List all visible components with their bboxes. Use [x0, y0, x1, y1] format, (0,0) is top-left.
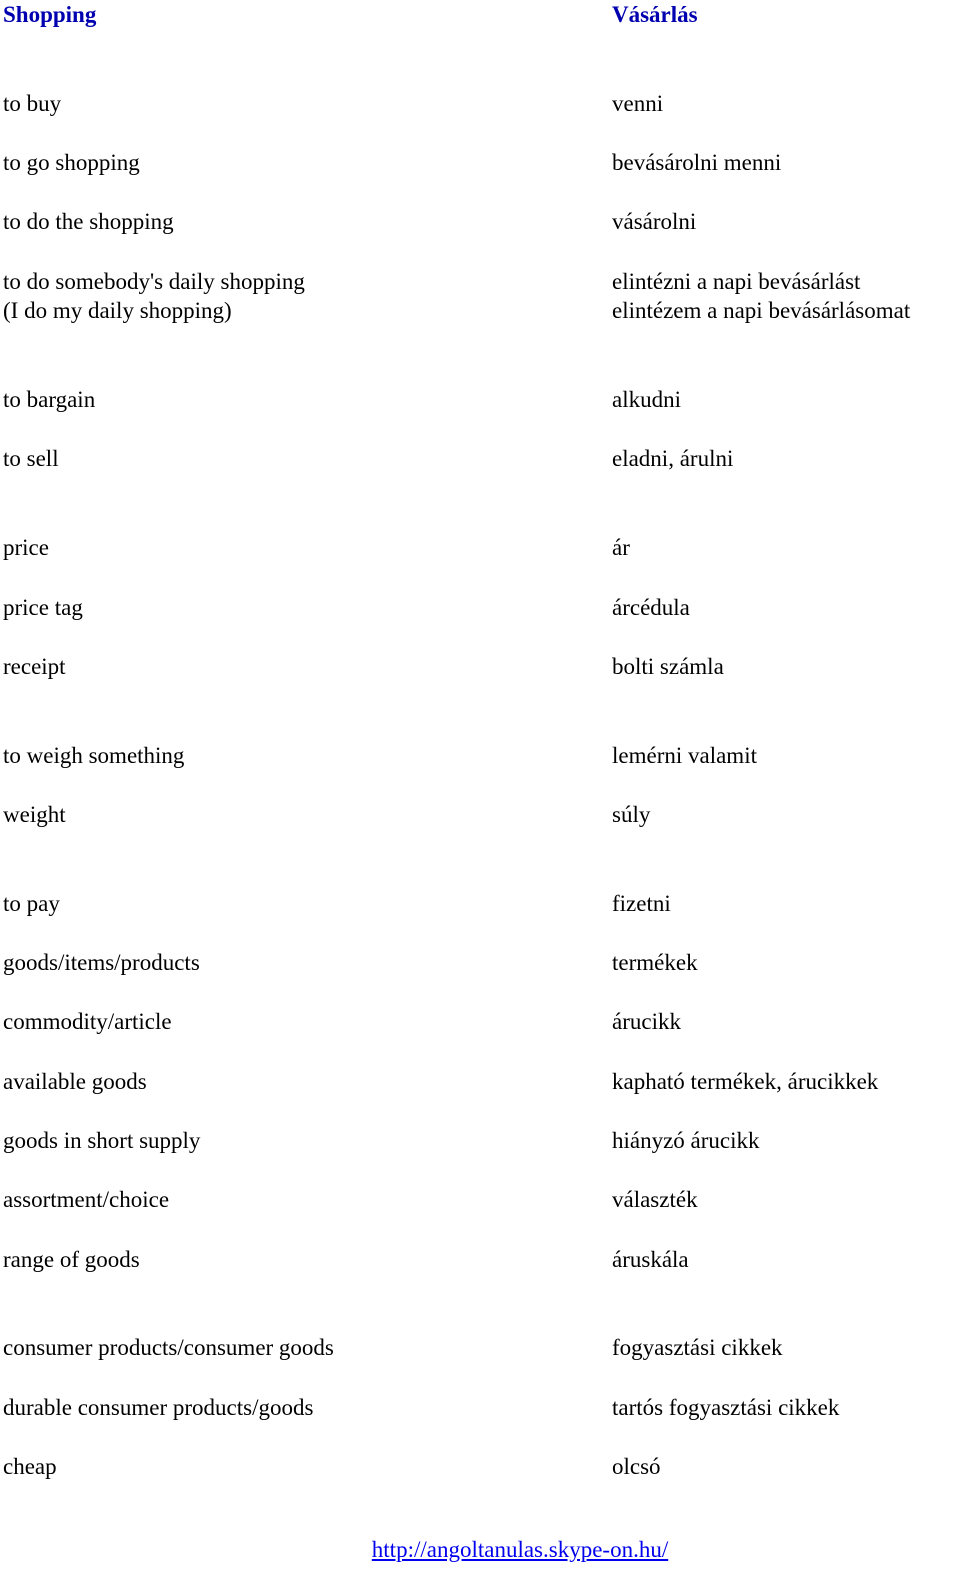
english-term: price [3, 535, 49, 560]
hungarian-term: súly [612, 802, 651, 827]
vocab-row [0, 385, 960, 415]
english-term: to go shopping [3, 150, 140, 175]
vocab-row [0, 1007, 960, 1037]
hungarian-term: árucikk [612, 1009, 681, 1034]
english-term: goods in short supply [3, 1128, 201, 1153]
hungarian-term: elintézem a napi bevásárlásomat [612, 298, 911, 323]
english-term: available goods [3, 1069, 147, 1094]
english-term: receipt [3, 654, 66, 679]
english-term: weight [3, 802, 66, 827]
hungarian-term: választék [612, 1187, 698, 1212]
hungarian-term: elintézni a napi bevásárlást [612, 269, 861, 294]
hungarian-heading: Vásárlás [612, 2, 698, 27]
hungarian-term: ár [612, 535, 630, 560]
english-term: to do somebody's daily shopping [3, 269, 305, 294]
vocab-row [0, 1333, 960, 1363]
english-term: consumer products/consumer goods [3, 1335, 334, 1360]
vocab-row [0, 1067, 960, 1097]
english-term: price tag [3, 595, 83, 620]
website-link[interactable]: http://angoltanulas.skype-on.hu/ [371, 1537, 669, 1562]
hungarian-term: fogyasztási cikkek [612, 1335, 783, 1360]
hungarian-term: árcédula [612, 595, 690, 620]
vocab-row [0, 652, 960, 682]
heading-row [0, 0, 960, 30]
english-term: to buy [3, 91, 62, 116]
english-term: cheap [3, 1454, 57, 1479]
english-term: to sell [3, 446, 59, 471]
hungarian-term: tartós fogyasztási cikkek [612, 1395, 840, 1420]
vocab-row [0, 89, 960, 119]
hungarian-term: venni [612, 91, 664, 116]
english-term: to do the shopping [3, 209, 174, 234]
vocab-row [0, 533, 960, 563]
english-term: assortment/choice [3, 1187, 170, 1212]
vocab-row [0, 148, 960, 178]
vocab-row [0, 800, 960, 830]
vocab-row [0, 593, 960, 623]
hungarian-term: fizetni [612, 891, 671, 916]
vocab-row [0, 1185, 960, 1215]
vocab-row [0, 741, 960, 771]
vocab-row [0, 207, 960, 237]
hungarian-term: áruskála [612, 1247, 689, 1272]
vocab-row [0, 296, 960, 326]
vocab-row [0, 267, 960, 297]
vocab-row [0, 444, 960, 474]
hungarian-term: eladni, árulni [612, 446, 734, 471]
vocab-row [0, 889, 960, 919]
english-term: to bargain [3, 387, 96, 412]
hungarian-term: lemérni valamit [612, 743, 757, 768]
hungarian-term: vásárolni [612, 209, 697, 234]
english-term: (I do my daily shopping) [3, 298, 232, 323]
vocab-row [0, 948, 960, 978]
vocab-row [0, 1126, 960, 1156]
hungarian-term: kapható termékek, árucikkek [612, 1069, 879, 1094]
hungarian-term: olcsó [612, 1454, 661, 1479]
english-term: to weigh something [3, 743, 185, 768]
english-term: range of goods [3, 1247, 140, 1272]
english-term: commodity/article [3, 1009, 172, 1034]
english-term: goods/items/products [3, 950, 200, 975]
hungarian-term: bolti számla [612, 654, 724, 679]
vocab-row [0, 1452, 960, 1482]
hungarian-term: alkudni [612, 387, 681, 412]
hungarian-term: termékek [612, 950, 698, 975]
hungarian-term: bevásárolni menni [612, 150, 782, 175]
hungarian-term: hiányzó árucikk [612, 1128, 760, 1153]
vocab-row [0, 1393, 960, 1423]
english-heading: Shopping [3, 2, 97, 27]
vocab-row [0, 1245, 960, 1275]
english-term: to pay [3, 891, 60, 916]
english-term: durable consumer products/goods [3, 1395, 314, 1420]
